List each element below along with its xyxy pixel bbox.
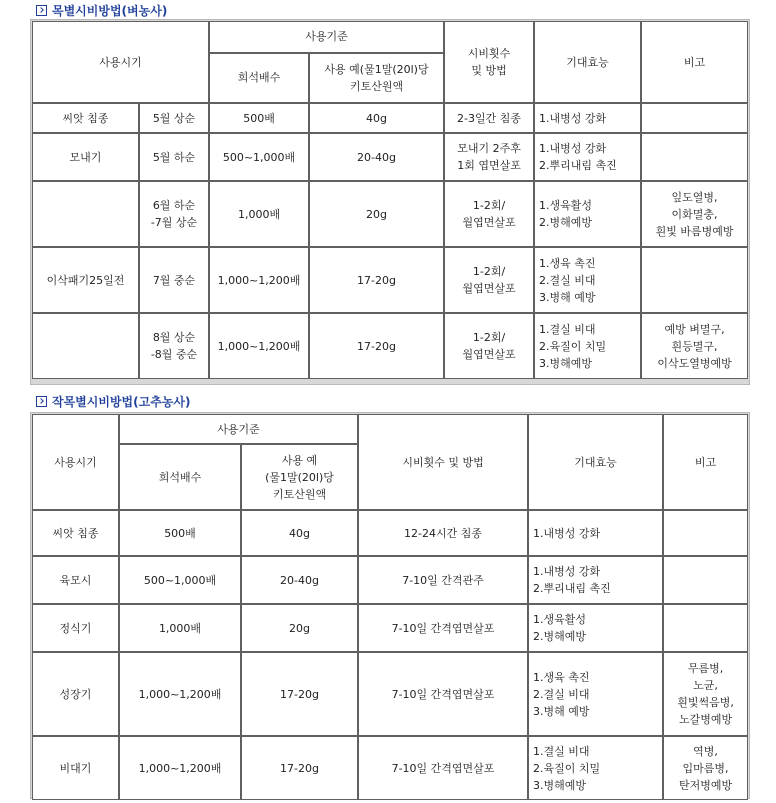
header-frequency: 시비횟수 및 방법 — [444, 21, 534, 103]
dilution-cell: 500~1,000배 — [209, 133, 309, 181]
amount-cell: 20g — [241, 604, 358, 652]
effect-cell: 1.내병성 강화 2.뿌리내림 촉진 — [528, 556, 663, 604]
period-cell: 5월 상순 — [139, 103, 209, 133]
dilution-cell: 1,000~1,200배 — [119, 652, 241, 736]
note-cell — [663, 510, 748, 556]
header-note: 비고 — [641, 21, 748, 103]
stage-cell: 씨앗 침종 — [32, 510, 119, 556]
stage-cell — [32, 181, 139, 247]
table-row — [32, 604, 748, 652]
arrow-box-icon — [36, 396, 47, 407]
table-row — [32, 556, 748, 604]
table-row — [32, 103, 748, 133]
dilution-cell: 1,000배 — [209, 181, 309, 247]
section1-title: 목별시비방법(벼농사) — [52, 3, 168, 18]
pepper-table — [32, 414, 748, 800]
header-note: 비고 — [663, 414, 748, 510]
effect-cell: 1.결실 비대 2.육질이 치밀 3.병해예방 — [534, 313, 641, 379]
amount-cell: 17-20g — [241, 652, 358, 736]
stage-cell: 씨앗 침종 — [32, 103, 139, 133]
note-cell — [663, 604, 748, 652]
note-cell — [641, 247, 748, 313]
stage-cell: 육모시 — [32, 556, 119, 604]
header-criteria: 사용기준 — [119, 414, 358, 444]
method-cell: 7-10일 간격관주 — [358, 556, 528, 604]
effect-cell: 1.내병성 강화 — [534, 103, 641, 133]
note-cell — [641, 133, 748, 181]
amount-cell: 20-40g — [309, 133, 444, 181]
header-dilution: 희석배수 — [119, 444, 241, 510]
note-cell: 잎도열병, 이화멸충, 흰빛 바름병예방 — [641, 181, 748, 247]
stage-cell: 성장기 — [32, 652, 119, 736]
method-cell: 1-2회/ 월엽면살포 — [444, 181, 534, 247]
section2-title: 작목별시비방법(고추농사) — [52, 394, 191, 409]
amount-cell: 17-20g — [309, 247, 444, 313]
note-cell: 무름병, 노균, 흰빛썩음병, 노갈병예방 — [663, 652, 748, 736]
method-cell: 2-3일간 침종 — [444, 103, 534, 133]
effect-cell: 1.내병성 강화 2.뿌리내림 촉진 — [534, 133, 641, 181]
header-dilution: 희석배수 — [209, 53, 309, 103]
period-cell: 6월 하순 -7월 상순 — [139, 181, 209, 247]
header-effect: 기대효능 — [534, 21, 641, 103]
stage-cell: 비대기 — [32, 736, 119, 800]
method-cell: 7-10일 간격엽면살포 — [358, 736, 528, 800]
dilution-cell: 1,000배 — [119, 604, 241, 652]
header-timing: 사용시기 — [32, 414, 119, 510]
header-example: 사용 예 (물1말(20l)당 키토산원액 — [241, 444, 358, 510]
method-cell: 1-2회/ 월엽면살포 — [444, 313, 534, 379]
stage-cell: 모내기 — [32, 133, 139, 181]
effect-cell: 1.내병성 강화 — [528, 510, 663, 556]
table-row — [32, 181, 748, 247]
method-cell: 1-2회/ 월엽면살포 — [444, 247, 534, 313]
table-row — [32, 736, 748, 800]
effect-cell: 1.결실 비대 2.육질이 치밀 3.병해예방 — [528, 736, 663, 800]
table-row — [32, 313, 748, 379]
effect-cell: 1.생육 촉진 2.결실 비대 3.병해 예방 — [528, 652, 663, 736]
dilution-cell: 500배 — [119, 510, 241, 556]
effect-cell: 1.생육활성 2.병해예방 — [528, 604, 663, 652]
stage-cell: 정식기 — [32, 604, 119, 652]
amount-cell: 40g — [241, 510, 358, 556]
stage-cell: 이삭패기25일전 — [32, 247, 139, 313]
period-cell: 8월 상순 -8월 중순 — [139, 313, 209, 379]
amount-cell: 17-20g — [241, 736, 358, 800]
table-row — [32, 133, 748, 181]
note-cell — [641, 103, 748, 133]
amount-cell: 20g — [309, 181, 444, 247]
effect-cell: 1.생육활성 2.병해예방 — [534, 181, 641, 247]
period-cell: 7월 중순 — [139, 247, 209, 313]
header-criteria: 사용기준 — [209, 21, 444, 53]
dilution-cell: 500~1,000배 — [119, 556, 241, 604]
header-timing: 사용시기 — [32, 21, 209, 103]
amount-cell: 20-40g — [241, 556, 358, 604]
section2-heading — [36, 392, 190, 410]
dilution-cell: 1,000~1,200배 — [209, 247, 309, 313]
method-cell: 12-24시간 침종 — [358, 510, 528, 556]
amount-cell: 17-20g — [309, 313, 444, 379]
dilution-cell: 500배 — [209, 103, 309, 133]
note-cell: 예방 벼멸구, 흰등멸구, 이삭도열병예방 — [641, 313, 748, 379]
method-cell: 7-10일 간격엽면살포 — [358, 604, 528, 652]
dilution-cell: 1,000~1,200배 — [209, 313, 309, 379]
table-row — [32, 652, 748, 736]
rice-table — [32, 21, 748, 379]
header-effect: 기대효능 — [528, 414, 663, 510]
effect-cell: 1.생육 촉진 2.결실 비대 3.병해 예방 — [534, 247, 641, 313]
section1-heading — [36, 1, 167, 19]
table-row — [32, 247, 748, 313]
header-example: 사용 예(물1말(20l)당 키토산원액 — [309, 53, 444, 103]
stage-cell — [32, 313, 139, 379]
method-cell: 7-10일 간격엽면살포 — [358, 652, 528, 736]
table-row — [32, 510, 748, 556]
amount-cell: 40g — [309, 103, 444, 133]
note-cell: 역병, 입마름병, 탄저병예방 — [663, 736, 748, 800]
dilution-cell: 1,000~1,200배 — [119, 736, 241, 800]
method-cell: 모내기 2주후 1회 엽면살포 — [444, 133, 534, 181]
arrow-box-icon — [36, 5, 47, 16]
header-frequency: 시비횟수 및 방법 — [358, 414, 528, 510]
period-cell: 5월 하순 — [139, 133, 209, 181]
note-cell — [663, 556, 748, 604]
